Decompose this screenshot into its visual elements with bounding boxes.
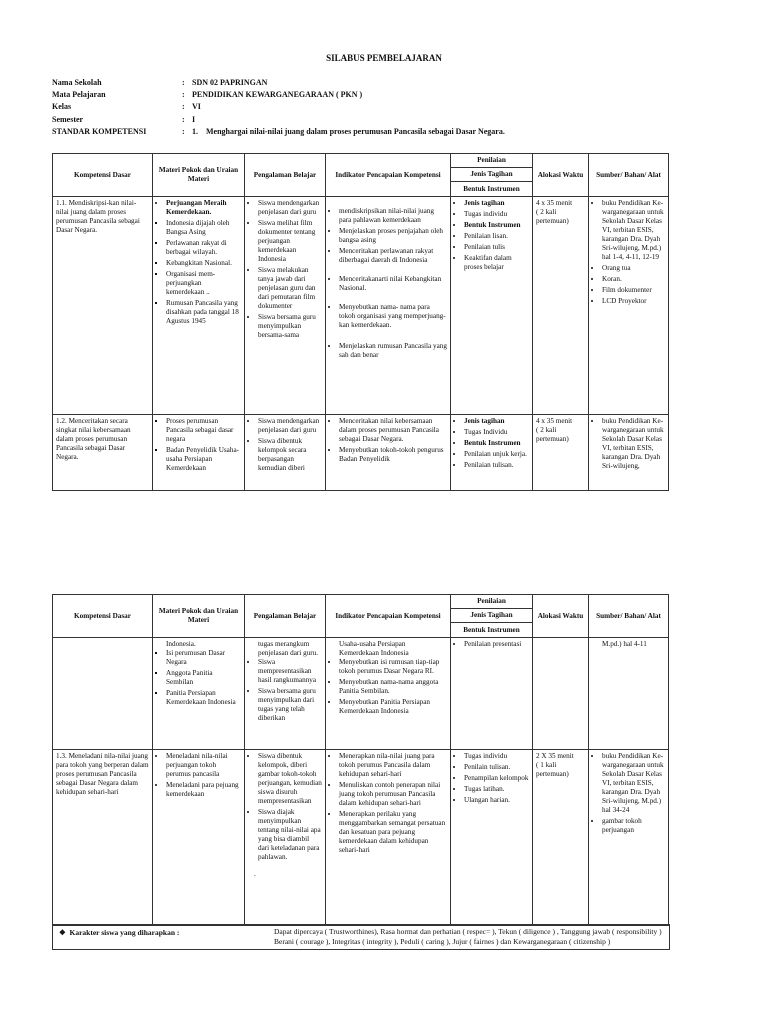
standar-number: 1.	[192, 126, 198, 136]
standar-text: Menghargai nilai-nilai juang dalam proses perumusan Pancasila sebagai Dasar Negara.	[206, 126, 505, 136]
materi-cell: • Perjuangan Meraih Kemerdekaan. ▪ Indonesia dijajah oleh Bangsa Asing ▪ Perlawanan rakyat di berbagai wilayah. ▪ Kebangkitan Nasional. ▪ Organisasi mem-perjuangkan kemerdekaan .. ▪ Rumusan Pancasila yang disahkan pada tanggal 18 Agustus 1945	[153, 197, 245, 415]
materi-cell: ▪ Proses perumusan Pancasila sebagai dasar negara ▪ Badan Penyelidik Usaha-usaha Persiapan Kemerdekaan	[153, 415, 245, 491]
pengalaman-cell: • Siswa dibentuk kelompok, diberi gambar tokoh-tokoh perjuangan, kemudian siswa disuruh mempresentasikan • Siswa diajak menyimpulkan tentang nilai-nilai apa yang bisa diambil dari keteladanan para pahlawan. .	[245, 750, 326, 926]
karakter-box	[52, 924, 670, 950]
pengalaman-cell: • Siswa mendengarkan penjelasan dari guru • Siswa dibentuk kelompok secara berpasangan kemudian diberi	[245, 415, 326, 491]
alokasi-cell: 4 x 35 menit ( 2 kali pertemuan)	[533, 197, 589, 415]
penilaian-cell: • Penilaian presentasi	[451, 638, 533, 750]
sumber-cell: • buku Pendidikan Ke-warganegaraan untuk Sekolah Dasar Kelas VI, terbitan ESIS, karangan Dra. Dyah Sri-wilujeng,	[589, 415, 669, 491]
indikator-cell: • Menerapkan nila-nilai juang para tokoh perumus Pancasila dalam kehidupan sehari-hari • Menuliskan contoh penerapan nilai juang tokoh perumusan Pancasila dalam kehidupan sehari-hari • Menerapkan perilaku yang menggambarkan semangat persatuan dan kesatuan para pejuang kemerdekaan dalam kehidupan sehari-hari	[326, 750, 451, 926]
meta-label: Nama Sekolah	[52, 78, 102, 87]
meta-block: Nama Sekolah : SDN 02 PAPRINGAN Mata Pelajaran : PENDIDIKAN KEWARGANEGARAAN ( PKN ) Kelas : VI Semester : I STANDAR KOMPETENSI : 1. Menghargai nilai-nilai juang dalam proses perumusan Pancasila sebagai Dasar Negara.	[52, 77, 505, 138]
meta-value: PENDIDIKAN KEWARGANEGARAAN ( PKN )	[192, 90, 363, 100]
header-sumber: Sumber/ Bahan/ Alat	[589, 154, 669, 197]
document-title: SILABUS PEMBELAJARAN	[326, 53, 442, 63]
alokasi-cell	[533, 638, 589, 750]
pengalaman-cell: • Siswa mendengarkan penjelasan dari guru • Siswa melihat film dokumenter tentang perjuangan kemerdekaan Indonesia • Siswa melakukan tanya jawab dari penjelasan guru dan dari pemutaran film dokumenter • Siswa bersama guru menyimpulkan bersama-sama	[245, 197, 326, 415]
materi-cell: Indonesia. ▪ Isi perumusan Dasar Negara ▪ Anggota Panitia Sembilan ▪ Panitia Persiapan Kemerdekaan Indonesia	[153, 638, 245, 750]
meta-value: VI	[192, 102, 201, 112]
indikator-cell: • mendiskripsikan nilai-nilai juang para pahlawan kemerdekaan • Menjelaskan proses penjajahan oleh bangsa asing • Menceritakan perlawanan rakyat diberbagai daerah di Indonesia • Menceritakanarti nilai Kebangkitan Nasional. • Menyebutkan nama- nama para tokoh organisasi yang memperjuang-kan kemerdekaan. • Menjelaskan rumusan Pancasila yang sah dan benar	[326, 197, 451, 415]
kd-cell: 1.3. Meneladani nila-nilai juang para tokoh yang berperan dalam proses perumusan Pancasila sebagai Dasar Negara dalam kehidupan sehari-hari	[53, 750, 153, 926]
header-indikator: Indikator Pencapaian Kompetensi	[326, 595, 451, 638]
alokasi-cell: 2 X 35 menit ( 1 kali pertemuan)	[533, 750, 589, 926]
header-materi: Materi Pokok dan Uraian Materi	[153, 154, 245, 197]
table-row	[53, 638, 669, 750]
header-pengalaman: Pengalaman Belajar	[245, 154, 326, 197]
indikator-cell: • Menceritakan nilai kebersamaan dalam proses perumusan Pancasila sebagai Dasar Negara. • Menyebutkan tokoh-tokoh pengurus Badan Penyelidik	[326, 415, 451, 491]
header-pengalaman: Pengalaman Belajar	[245, 595, 326, 638]
silabus-table-2	[52, 594, 669, 926]
penilaian-cell: • Jenis tagihan • Tugas individu • Bentuk Instrumen • Penilaian lisan. • Penilaian tulis • Keaktifan dalam proses belajar	[451, 197, 533, 415]
alokasi-cell: 4 x 35 menit ( 2 kali pertemuan)	[533, 415, 589, 491]
header-jenis-bentuk: Jenis Tagihan Bentuk Instrumen	[451, 168, 533, 197]
pengalaman-cell: tugas merangkum penjelasan dari guru. • Siswa mempresentasikan hasil rangkumannya • Siswa bersama guru menyimpulkan dari tugas yang telah diberikan	[245, 638, 326, 750]
header-jenis-bentuk: Jenis Tagihan Bentuk Instrumen	[451, 609, 533, 638]
header-penilaian: Penilaian	[451, 154, 533, 168]
kd-cell	[53, 638, 153, 750]
sumber-cell: M.pd.) hal 4-11	[589, 638, 669, 750]
indikator-cell: Usaha-usaha Persiapan Kemerdekaan Indonesia • Menyebutkan isi rumusan tiap-tiap tokoh perumus Dasar Negara RI. • Menyebutkan nama-nama anggota Panitia Sembilan. • Menyebutkan Panitia Persiapan Kemerdekaan Indonesia	[326, 638, 451, 750]
sumber-cell: • buku Pendidikan Ke-warganegaraan untuk Sekolah Dasar Kelas VI, terbitan ESIS, karangan Dra. Dyah Sri-wilujeng, M.pd.) hal 34-24 • gambar tokoh perjuangan	[589, 750, 669, 926]
sumber-cell: • buku Pendidikan Ke-warganegaraan untuk Sekolah Dasar Kelas VI, terbitan ESIS, karangan Dra. Dyah Sri-wilujeng, M.pd.) hal 1-4, 4-11, 12-19 • Orang tua • Koran. • Film dokumenter • LCD Proyektor	[589, 197, 669, 415]
header-sumber: Sumber/ Bahan/ Alat	[589, 595, 669, 638]
meta-label: Kelas	[52, 102, 72, 112]
silabus-table-1	[52, 153, 669, 491]
materi-cell: • Meneladani nila-nilai perjuangan tokoh perumus pancasila • Meneladani para pejuang kemerdekaan	[153, 750, 245, 926]
kd-cell: 1.1. Mendiskripsi-kan nilai-nilai juang dalam proses perumusan Pancasila sebagai Dasar Negara.	[53, 197, 153, 415]
table-row	[53, 750, 669, 926]
meta-value: I	[192, 114, 196, 124]
meta-label: Semester	[52, 114, 84, 124]
header-materi: Materi Pokok dan Uraian Materi	[153, 595, 245, 638]
penilaian-cell: • Jenis tagihan • Tugas Individu • Bentuk Instrumen • Penilaian unjuk kerja. • Penilaian tulisan.	[451, 415, 533, 491]
header-kompetensi-dasar: Kompetensi Dasar	[53, 154, 153, 197]
penilaian-cell: • Tugas individu • Penilain tulisan. • Penampilan kelompok • Tugas latihan. • Ulangan harian.	[451, 750, 533, 926]
diamond-bullet-icon: ❖	[59, 928, 66, 937]
header-alokasi: Alokasi Waktu	[533, 595, 589, 638]
meta-value: SDN 02 PAPRINGAN	[192, 78, 268, 87]
karakter-label: ❖ Karakter siswa yang diharapkan :	[59, 928, 180, 937]
kd-cell: 1.2. Menceritakan secara singkat nilai kebersamaan dalam proses perumusan Pancasila sebagai Dasar Negara.	[53, 415, 153, 491]
header-alokasi: Alokasi Waktu	[533, 154, 589, 197]
meta-label: Mata Pelajaran	[52, 90, 106, 100]
header-indikator: Indikator Pencapaian Kompetensi	[326, 154, 451, 197]
header-penilaian: Penilaian	[451, 595, 533, 609]
karakter-text: Dapat dipercaya ( Trustworthines), Rasa hormat dan perhatian ( respec= ), Tekun ( diligence ) , Tanggung jawab ( responsibility ) Berani ( courage ), Integritas ( integrity ), Peduli ( caring ), Jujur ( fairnes ) dan Kewarganegaraan ( citizenship )	[274, 927, 662, 946]
standar-label: STANDAR KOMPETENSI	[52, 126, 147, 136]
table-row	[53, 197, 669, 415]
table-row	[53, 415, 669, 491]
header-kompetensi-dasar: Kompetensi Dasar	[53, 595, 153, 638]
